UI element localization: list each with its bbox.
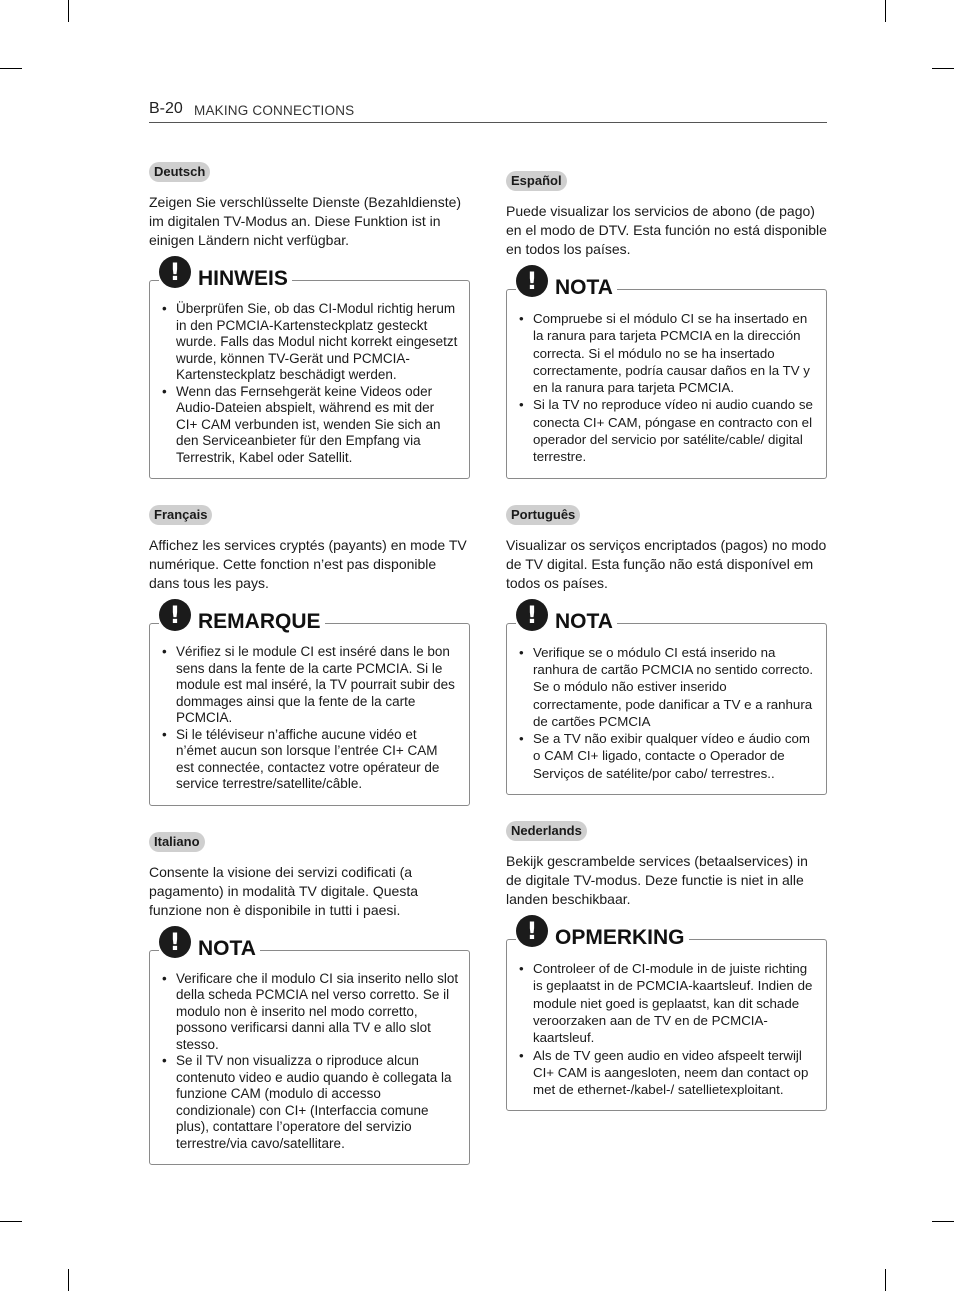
right-column	[506, 171, 827, 1111]
lang-section-portugues	[506, 505, 827, 795]
note-box	[149, 601, 470, 806]
language-tag: Italiano	[149, 832, 205, 852]
exclamation-icon: !	[516, 915, 548, 947]
section-text: Affichez les services cryptés (payants) en mode TV numérique. Cette fonction n’est pas disponible dans tous les pays.	[149, 537, 467, 591]
exclamation-icon: !	[516, 599, 548, 631]
exclamation-icon: !	[159, 599, 191, 631]
note-title: REMARQUE	[198, 610, 321, 633]
note-item: • Überprüfen Sie, ob das CI-Modul richtig herum in den PCMCIA-Kartensteckplatz gesteckt wurde. Falls das Modul nicht korrekt eingesetzt wurde, können TV-Gerät und PCMCIA-Kartensteckplatz beschädigt werden.	[162, 301, 459, 384]
note-box	[149, 258, 470, 479]
exclamation-icon: !	[159, 256, 191, 288]
note-header	[516, 599, 617, 631]
note-title: NOTA	[198, 936, 256, 960]
exclamation-icon: !	[159, 926, 191, 958]
page-header	[149, 100, 827, 123]
note-box	[506, 600, 827, 795]
note-header	[159, 926, 260, 958]
note-header	[516, 265, 617, 297]
note-item: • Si le téléviseur n’affiche aucune vidéo et n’émet aucun son lorsque l’entrée CI+ CAM est connectée, contactez votre opérateur de service terrestre/satellite/câble.	[162, 727, 459, 793]
note-item: • Si la TV no reproduce vídeo ni audio cuando se conecta CI+ CAM, póngase en contracto con el operador del servicio por satélite/cable/ digital terrestre.	[519, 396, 816, 465]
language-tag: Deutsch	[149, 162, 210, 182]
note-title: NOTA	[555, 276, 613, 299]
note-box	[506, 917, 827, 1111]
note-header	[159, 599, 325, 631]
note-title: NOTA	[555, 609, 613, 633]
language-tag: Nederlands	[506, 821, 587, 841]
lang-section-espanol	[506, 171, 827, 479]
note-item: • Verificare che il modulo CI sia inserito nello slot della scheda PCMCIA nel verso corretto. Se il modulo non è inserito nel modo corretto, possono verificarsi danni alla TV e allo slot stesso.	[162, 971, 459, 1054]
left-column	[149, 162, 470, 1165]
lang-section-francais	[149, 505, 470, 806]
language-tag: Français	[149, 505, 212, 525]
note-title: OPMERKING	[555, 926, 685, 950]
note-item: • Wenn das Fernsehgerät keine Videos oder Audio-Dateien abspielt, während es mit der CI+ CAM verbunden ist, wenden Sie sich an den Serviceanbieter für den Empfang via Terrestrik, Kabel oder Satellit.	[162, 384, 459, 467]
lang-section-nederlands	[506, 821, 827, 1111]
section-text: Bekijk gescrambelde services (betaalservices) in de digitale TV-modus. Deze functie is niet in alle landen beschikbaar.	[506, 853, 808, 908]
section-text: Puede visualizar los servicios de abono (de pago) en el modo de DTV. Esta función no está disponible en todos los países.	[506, 203, 827, 257]
note-item: • Se a TV não exibir qualquer vídeo e áudio com o CAM CI+ ligado, contacte o Operador de Serviços de satélite/por cabo/ terrestres..	[519, 730, 816, 782]
note-item: • Als de TV geen audio en video afspeelt terwijl CI+ CAM is aangesloten, neem dan contact op met de ethernet-/kabel-/ satellietexploitant.	[519, 1047, 816, 1099]
exclamation-icon: !	[516, 265, 548, 297]
note-box	[506, 267, 827, 479]
note-item: • Controleer of de CI-module in de juiste richting is geplaatst in de PCMCIA-kaartsleuf. Indien de module niet goed is geplaatst, kan dit schade veroorzaken aan de TV en de PCMCIA-kaartsleuf.	[519, 960, 816, 1046]
page-number: B-20	[149, 100, 183, 117]
section-title: MAKING CONNECTIONS	[194, 103, 355, 118]
section-text: Consente la visione dei servizi codificati (a pagamento) in modalità TV digitale. Questa funzione non è disponibile in tutti i paesi.	[149, 863, 419, 918]
note-item: • Se il TV non visualizza o riproduce alcun contenuto video e audio quando è collegata la funzione CAM (modulo di accesso condizionale) con CI+ (Interfaccia comune plus), contattare l’operatore del servizio terrestre/via cavo/satellitare.	[162, 1053, 459, 1152]
note-box	[149, 927, 470, 1166]
note-item: • Verifique se o módulo CI está inserido na ranhura de cartão PCMCIA no sentido correcto. Se o módulo não estiver inserido correctamente, pode danificar a TV e a ranhura de cartões PCMCIA	[519, 644, 816, 730]
language-tag: Português	[506, 505, 580, 525]
language-tag: Español	[506, 171, 567, 191]
note-header	[159, 256, 292, 288]
note-item: • Vérifiez si le module CI est inséré dans le bon sens dans la fente de la carte PCMCIA. Si le module est mal inséré, la TV pourrait subir des dommages ainsi que la fente de la carte PCMCIA.	[162, 644, 459, 727]
section-text: Visualizar os serviços encriptados (pagos) no modo de TV digital. Esta função não está disponível em todos os países.	[506, 536, 827, 591]
note-item: • Compruebe si el módulo CI se ha insertado en la ranura para tarjeta PCMCIA en la dirección correcta. Si el módulo no se ha insertado correctamente, podría causar daños en la TV y en la ranura para tarjeta PCMCIA.	[519, 310, 816, 396]
section-text: Zeigen Sie verschlüsselte Dienste (Bezahldienste) im digitalen TV-Modus an. Diese Funktion ist in einigen Ländern nicht verfügbar.	[149, 194, 462, 248]
note-title: HINWEIS	[198, 267, 288, 290]
note-header	[516, 915, 689, 950]
lang-section-italiano	[149, 832, 470, 1166]
lang-section-deutsch	[149, 162, 470, 479]
